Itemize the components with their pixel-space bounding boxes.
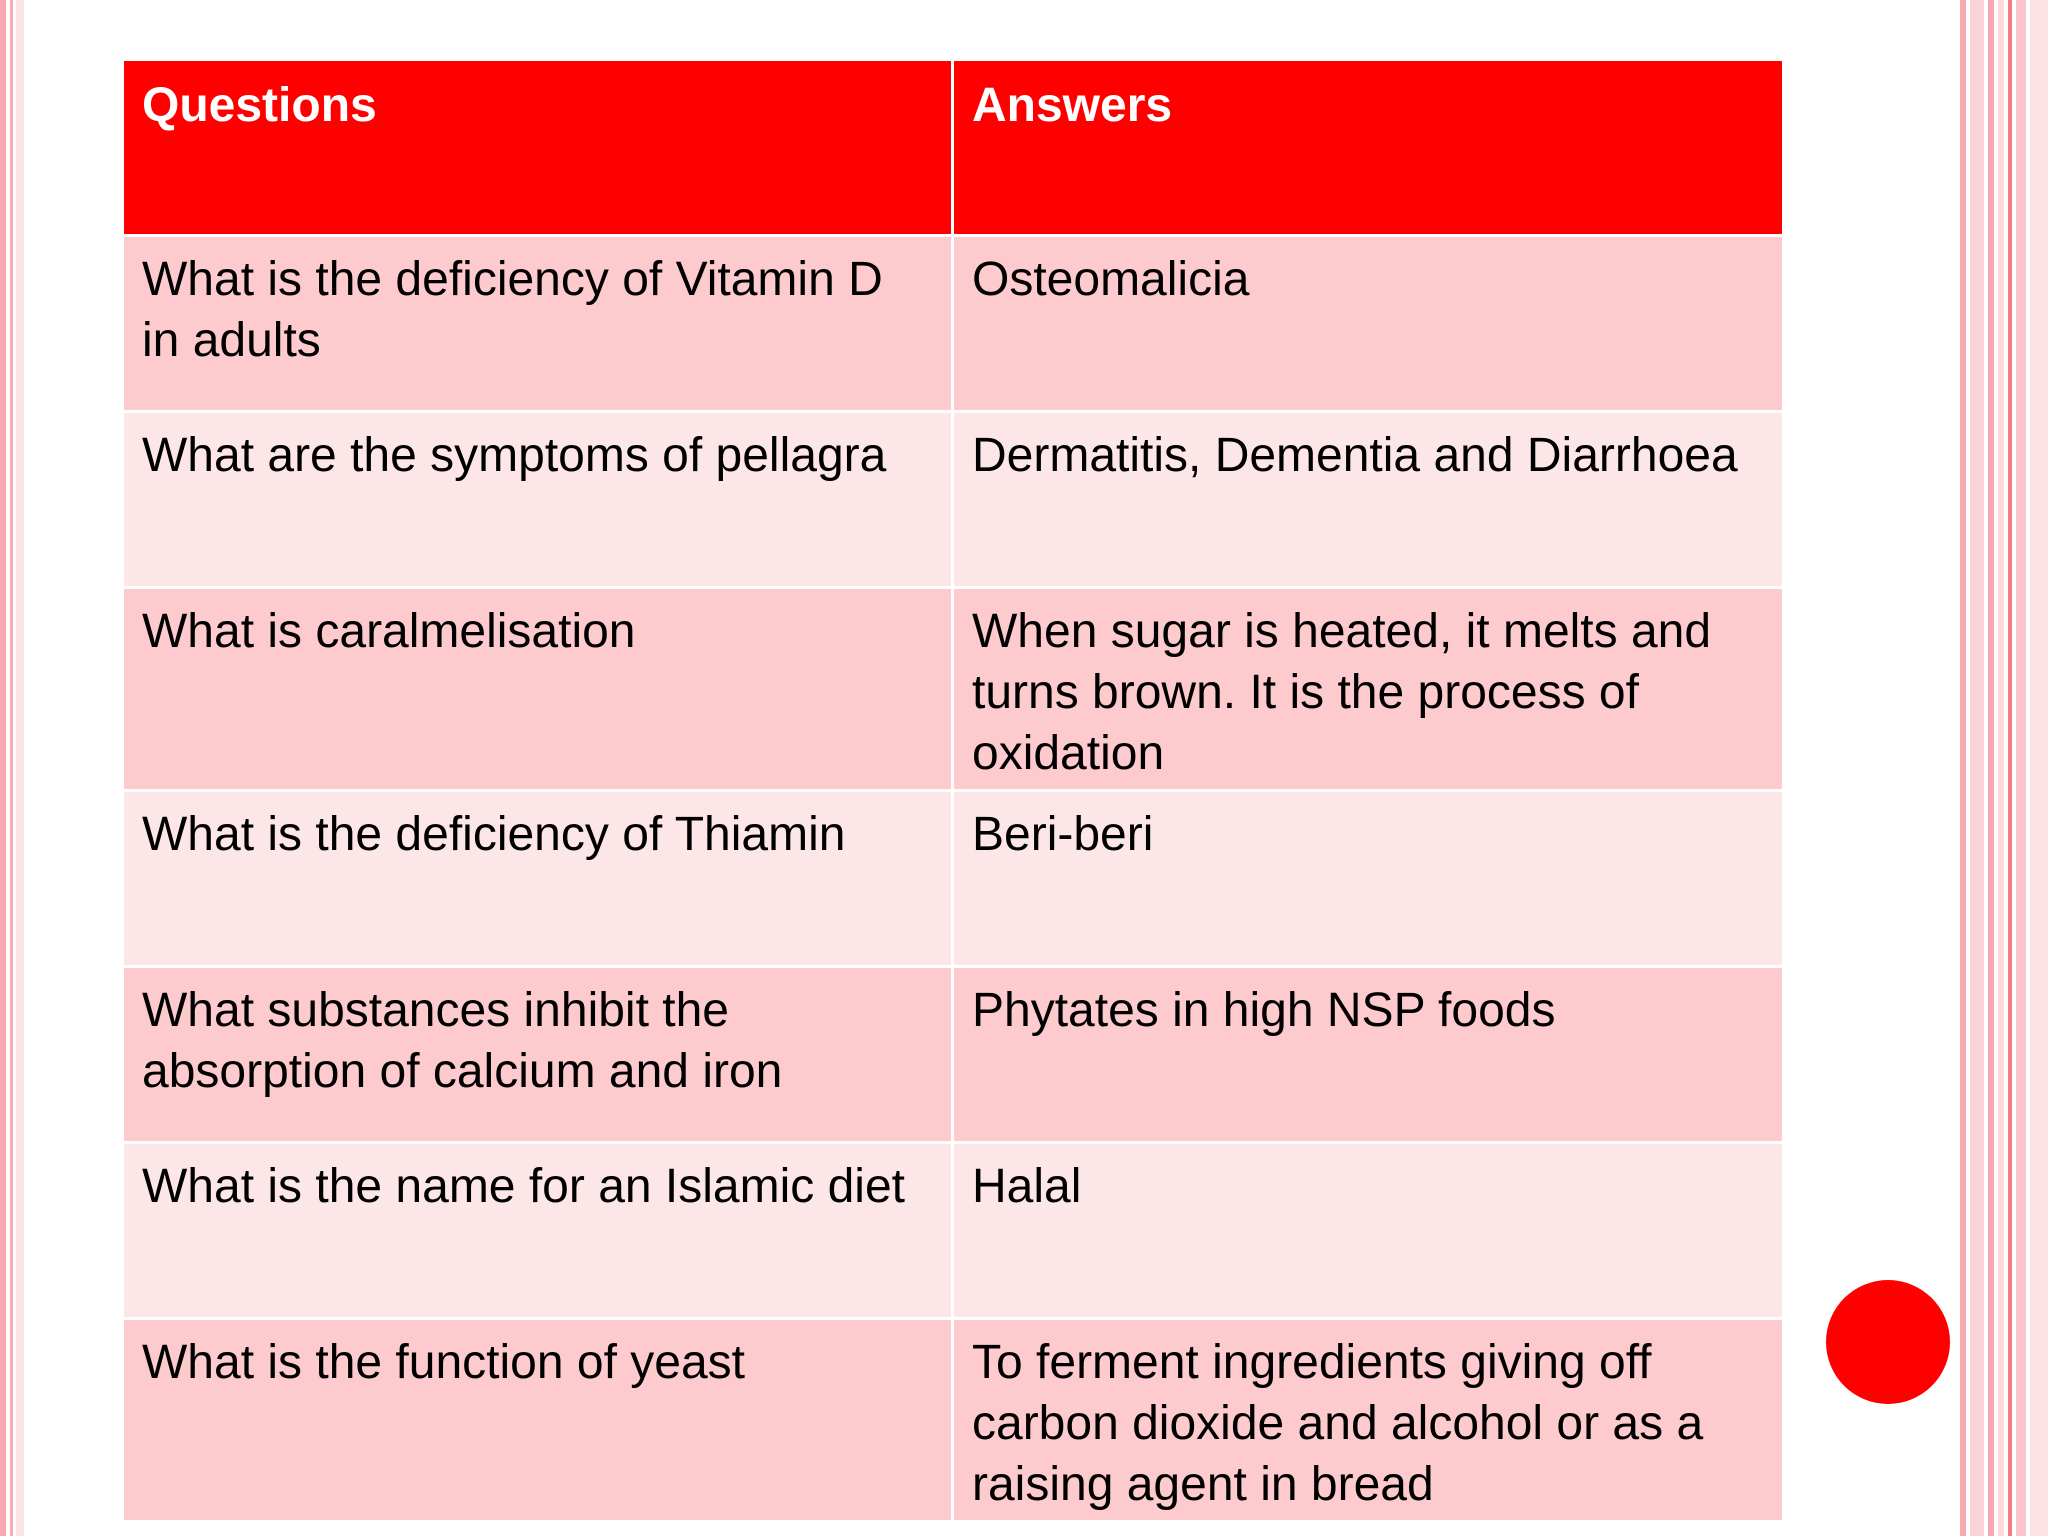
table-row: [123, 967, 1784, 1143]
border-stripe: [1960, 0, 1966, 1536]
table-row: [123, 412, 1784, 588]
answer-cell: To ferment ingredients giving off carbon dioxide and alcohol or as a raising agent in bread: [953, 1319, 1784, 1522]
border-stripe: [2030, 0, 2048, 1536]
question-cell: What is the deficiency of Thiamin: [123, 791, 953, 967]
qa-table: [121, 58, 1785, 1523]
border-stripe: [2016, 0, 2026, 1536]
table-row: [123, 588, 1784, 791]
answer-cell: Beri-beri: [953, 791, 1784, 967]
border-stripe: [2008, 0, 2012, 1536]
border-stripe: [10, 0, 13, 1536]
answer-cell: Phytates in high NSP foods: [953, 967, 1784, 1143]
header-answers: Answers: [953, 60, 1784, 236]
border-stripe: [16, 0, 24, 1536]
question-cell: What is caralmelisation: [123, 588, 953, 791]
table-header-row: [123, 60, 1784, 236]
question-cell: What is the deficiency of Vitamin D in adults: [123, 236, 953, 412]
question-cell: What is the function of yeast: [123, 1319, 953, 1522]
table-row: [123, 1319, 1784, 1522]
answer-cell: Dermatitis, Dementia and Diarrhoea: [953, 412, 1784, 588]
table-row: [123, 1143, 1784, 1319]
border-stripe: [0, 0, 6, 1536]
answer-cell: Osteomalicia: [953, 236, 1784, 412]
border-stripe: [1988, 0, 1994, 1536]
answer-cell: When sugar is heated, it melts and turns brown. It is the process of oxidation: [953, 588, 1784, 791]
border-stripe: [1970, 0, 1984, 1536]
question-cell: What is the name for an Islamic diet: [123, 1143, 953, 1319]
answer-cell: Halal: [953, 1143, 1784, 1319]
table-row: [123, 791, 1784, 967]
question-cell: What substances inhibit the absorption of calcium and iron: [123, 967, 953, 1143]
question-cell: What are the symptoms of pellagra: [123, 412, 953, 588]
header-questions: Questions: [123, 60, 953, 236]
decorative-red-circle: [1826, 1280, 1950, 1404]
table-row: [123, 236, 1784, 412]
border-stripe: [1998, 0, 2004, 1536]
